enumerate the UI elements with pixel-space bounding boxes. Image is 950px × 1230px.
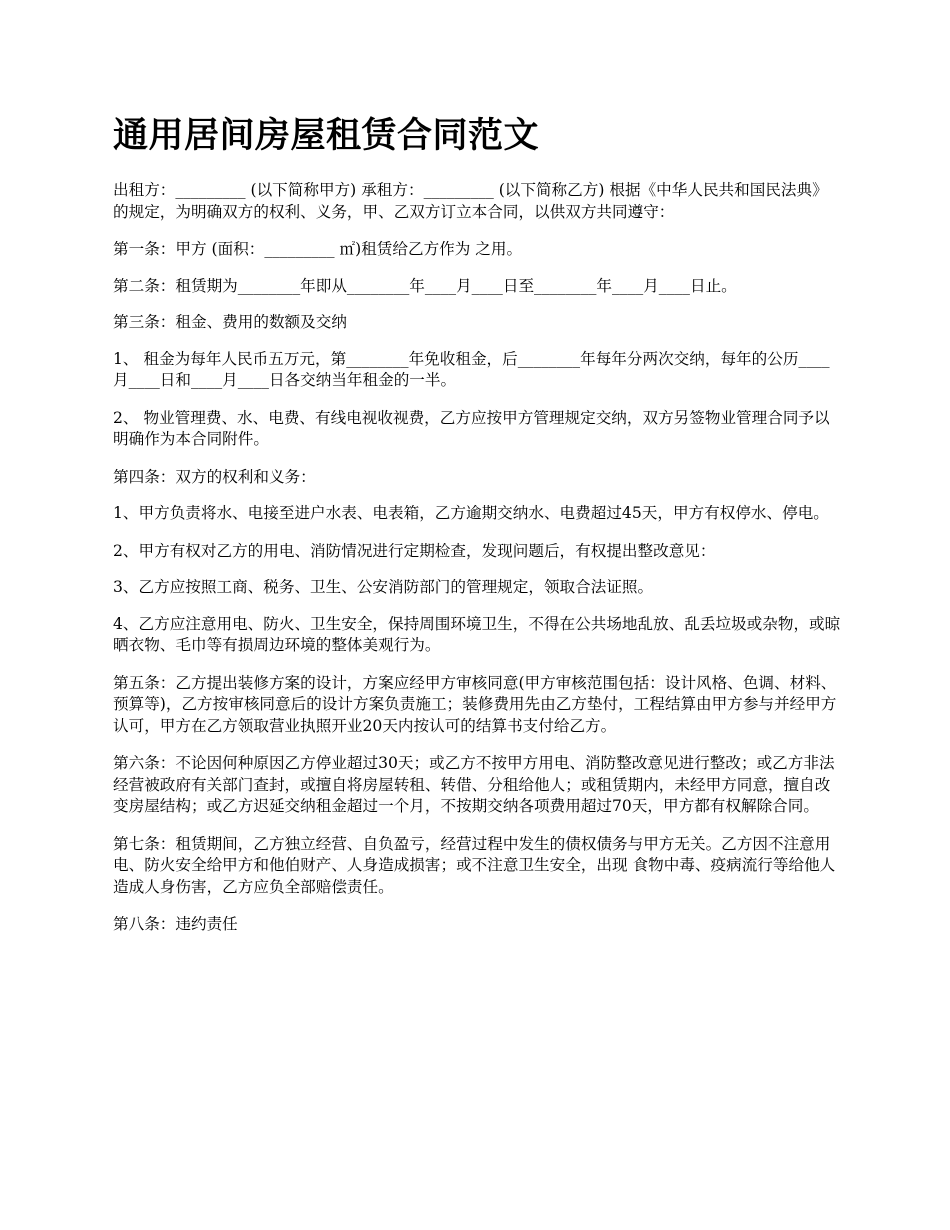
paragraph-article-3: 第三条：租金、费用的数额及交纳	[113, 313, 347, 331]
paragraph-article-5: 第五条：乙方提出装修方案的设计，方案应经甲方审核同意(甲方审核范围包括：设计风格、色调、材料、预算等)，乙方按审核同意后的设计方案负责施工；装修费用先由乙方垫付，工程结算由甲方参与并经甲方认可，甲方在乙方领取营业执照开业20天内按认可的结算书支付给乙方。	[113, 673, 837, 735]
paragraph-article-4-item-3: 3、乙方应按照工商、税务、卫生、公安消防部门的管理规定，领取合法证照。	[113, 578, 654, 596]
paragraph-article-1: 第一条：甲方 (面积：_________ ㎡)租赁给乙方作为 之用。	[113, 240, 523, 258]
document-body	[113, 180, 843, 951]
paragraph-article-4-item-1: 1、甲方负责将水、电接至进户水表、电表箱，乙方逾期交纳水、电费超过45天，甲方有权停水、停电。	[113, 504, 829, 522]
paragraph-preamble: 出租方：_________ (以下简称甲方) 承租方：_________ (以下简称乙方) 根据《中华人民共和国民法典》的规定，为明确双方的权利、义务，甲、乙双方订立本合同，以供双方共同遵守：	[113, 181, 828, 221]
paragraph-article-6: 第六条：不论因何种原因乙方停业超过30天；或乙方不按甲方用电、消防整改意见进行整改；或乙方非法经营被政府有关部门查封，或擅自将房屋转租、转借、分租给他人；或租赁期内，未经甲方同意，擅自改变房屋结构；或乙方迟延交纳租金超过一个月，不按期交纳各项费用超过70天，甲方都有权解除合同。	[113, 754, 835, 815]
paragraph-article-4-item-4: 4、乙方应注意用电、防火、卫生安全，保持周围环境卫生，不得在公共场地乱放、乱丢垃圾或杂物，或晾晒衣物、毛巾等有损周边环境的整体美观行为。	[113, 614, 841, 654]
paragraph-article-4: 第四条：双方的权利和义务：	[113, 467, 316, 486]
paragraph-article-2: 第二条：租赁期为________年即从________年____月____日至________年____月____日止。	[113, 276, 737, 295]
paragraph-article-3-item-2: 2、 物业管理费、水、电费、有线电视收视费，乙方应按甲方管理规定交纳，双方另签物业管理合同予以明确作为本合同附件。	[113, 408, 830, 448]
document-title: 通用居间房屋租赁合同范文	[113, 116, 540, 156]
paragraph-article-7: 第七条：租赁期间，乙方独立经营、自负盈亏，经营过程中发生的债权债务与甲方无关。乙方因不注意用电、防火安全给甲方和他伯财产、人身造成损害；或不注意卫生安全，出现 食物中毒、疫病流行等给他人造成人身伤害，乙方应负全部赔偿责任。	[113, 834, 836, 896]
paragraph-article-3-item-1: 1、 租金为每年人民币五万元，第________年免收租金，后________年每年分两次交纳，每年的公历____月____日和____月____日各交纳当年租金的一半。	[113, 349, 830, 389]
paragraph-article-4-item-2: 2、甲方有权对乙方的用电、消防情况进行定期检查，发现问题后，有权提出整改意见：	[113, 541, 716, 560]
paragraph-article-8: 第八条：违约责任	[113, 915, 238, 933]
